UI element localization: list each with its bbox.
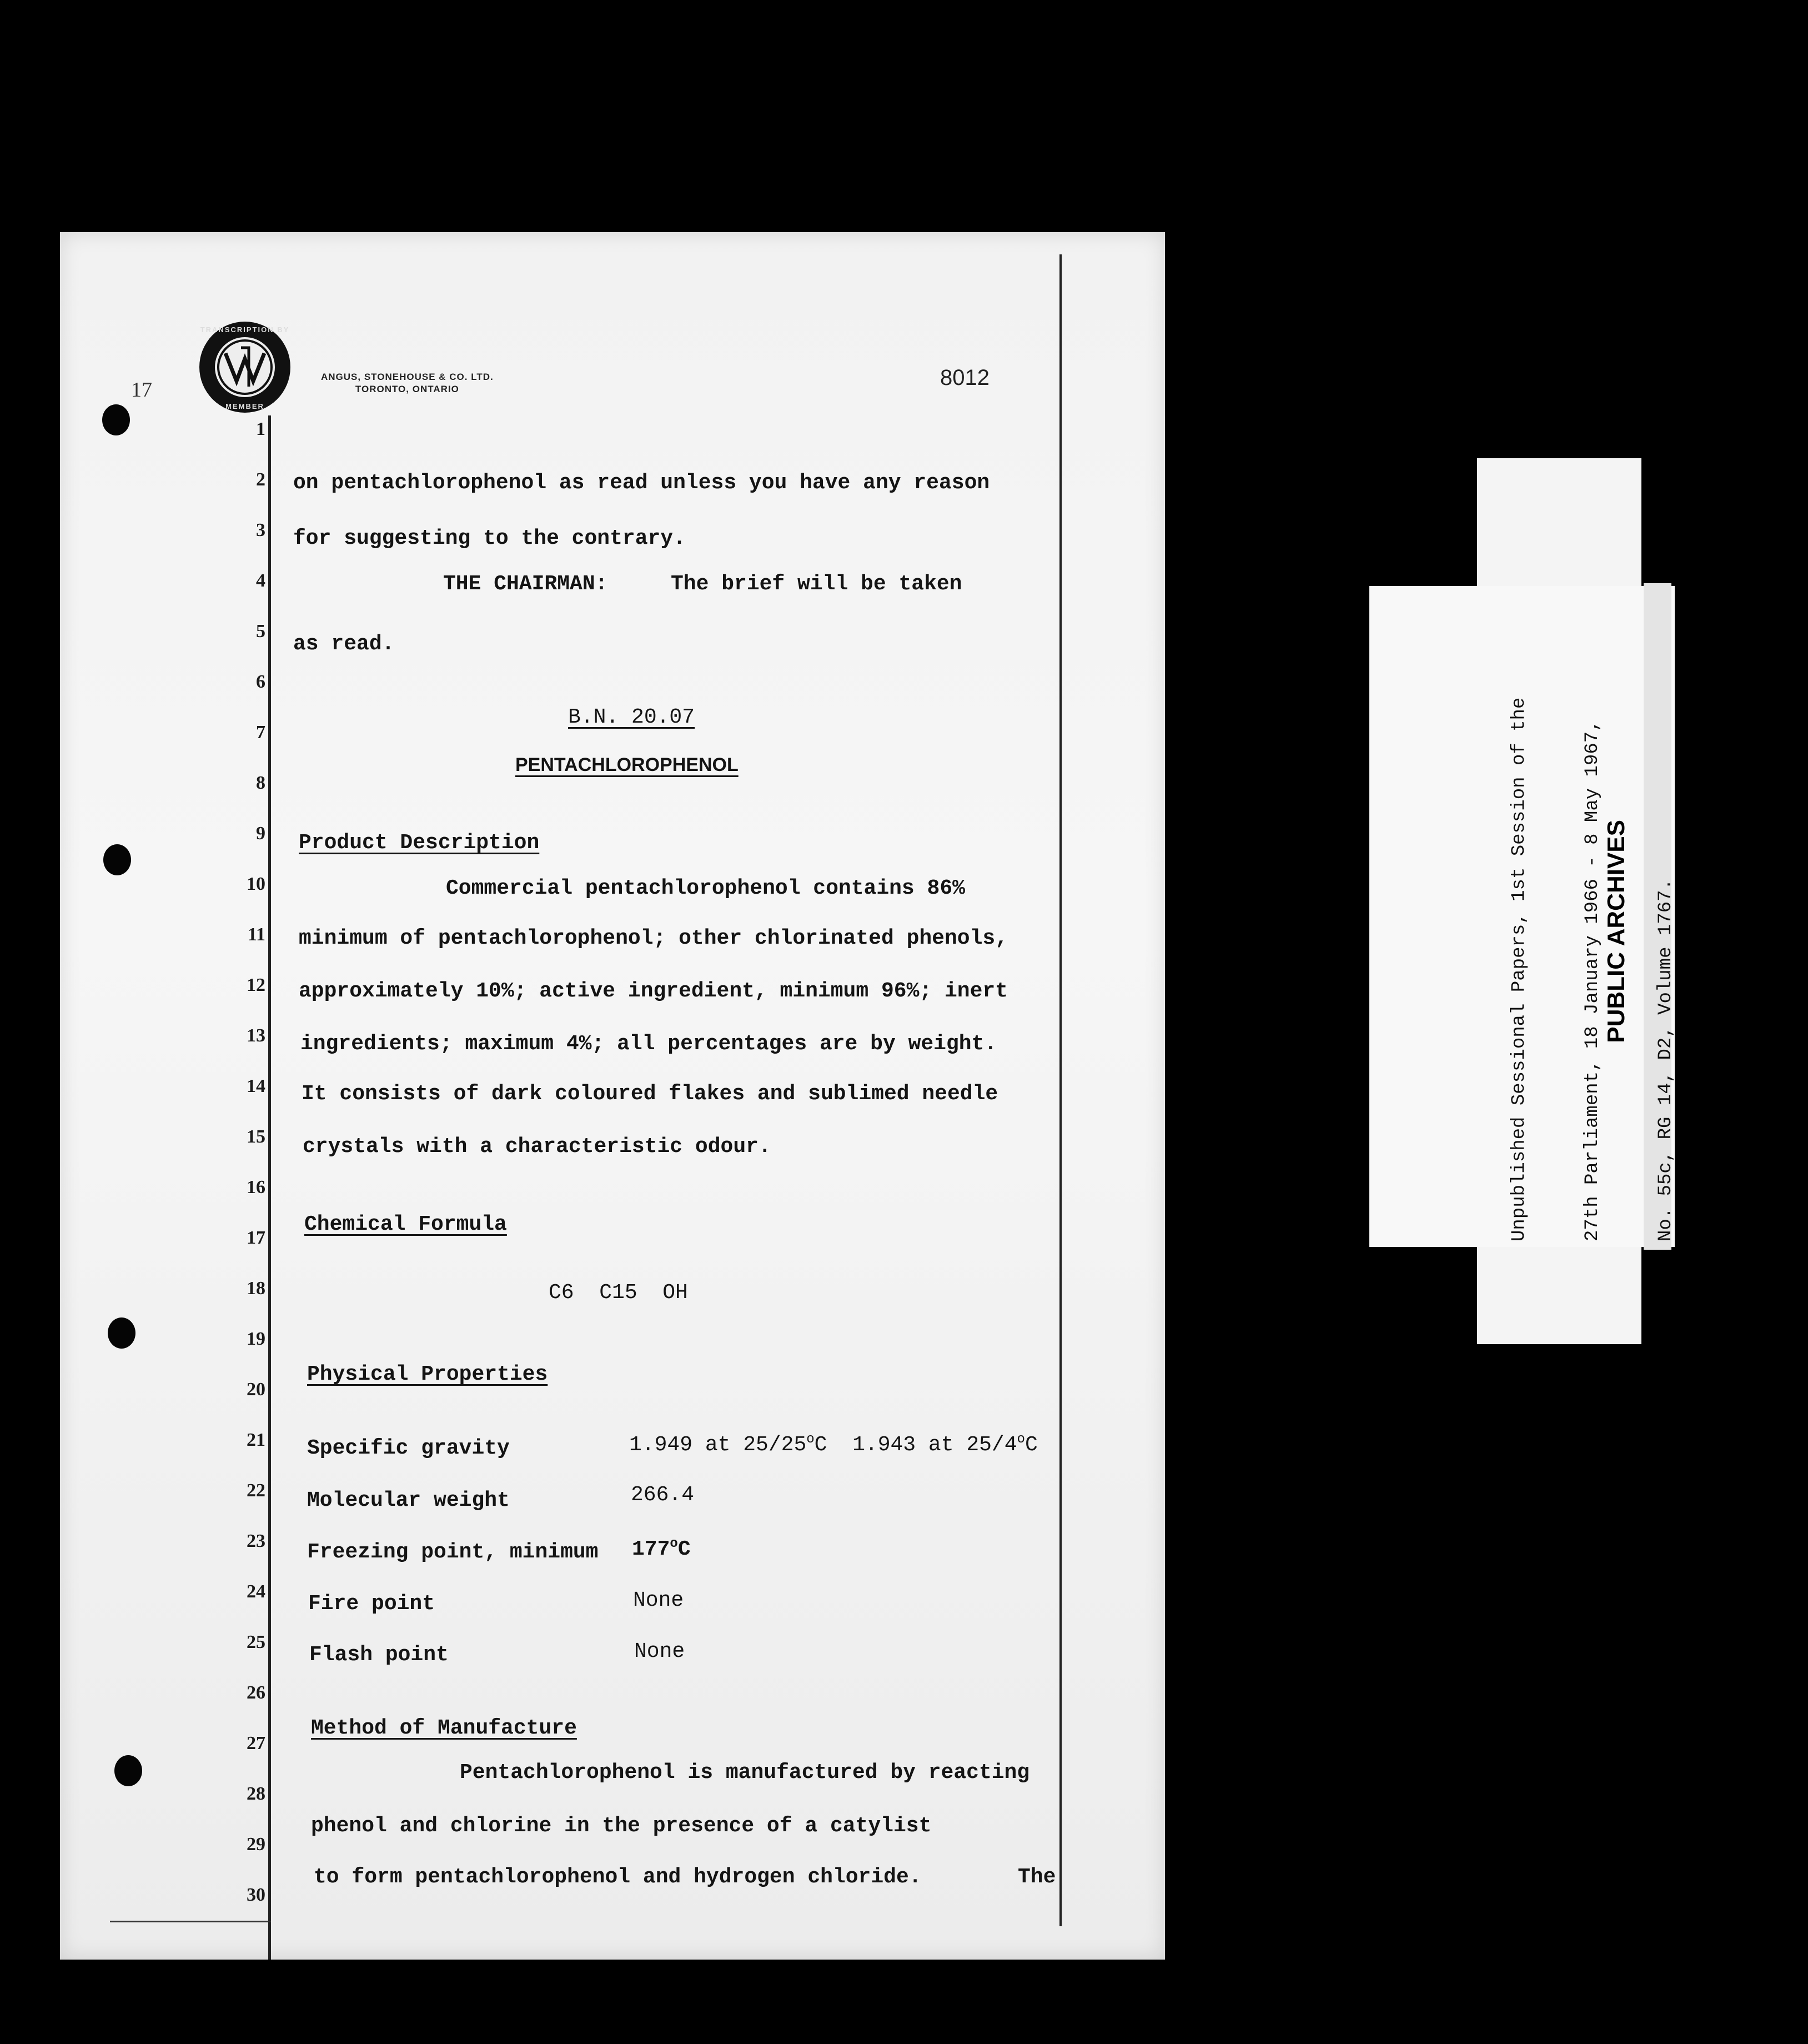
line-number: 18: [247, 1278, 265, 1299]
product-description-heading: Product Description: [299, 831, 540, 855]
property-name: Specific gravity: [307, 1436, 510, 1460]
punch-hole: [114, 1755, 142, 1786]
document-page: [60, 232, 1165, 1960]
text-line-end: The: [1018, 1865, 1056, 1889]
property-value: [629, 1432, 1038, 1457]
text-line: ingredients; maximum 4%; all percentages are by weight.: [300, 1032, 997, 1056]
archive-stamp-line: PUBLIC ARCHIVES: [1603, 819, 1630, 1043]
bn-reference: B.N. 20.07: [568, 705, 695, 729]
line-number: 26: [247, 1682, 265, 1703]
text-line: Commercial pentachlorophenol contains 86%: [446, 876, 965, 900]
archive-label-text: [1369, 586, 1790, 1247]
text-line: It consists of dark coloured flakes and sublimed needle: [302, 1082, 998, 1106]
text-line: for suggesting to the contrary.: [293, 527, 686, 550]
line-number: 12: [247, 975, 265, 995]
specific-gravity-value-a: 1.949 at 25/25: [629, 1433, 807, 1457]
property-name: Flash point: [309, 1643, 449, 1667]
property-name: Molecular weight: [307, 1489, 510, 1512]
archive-stamp-line: CANADA: [1762, 878, 1790, 985]
svg-text:MEMBER: MEMBER: [225, 402, 264, 410]
line-number: 22: [247, 1480, 265, 1501]
property-value: None: [633, 1589, 684, 1612]
archive-description-line: 27th Parliament, 18 January 1966 - 8 May 1967,: [1582, 720, 1603, 1241]
line-number: 21: [247, 1430, 265, 1450]
freezing-point-unit: C: [677, 1537, 691, 1561]
property-value: [632, 1536, 691, 1561]
text-line: Pentachlorophenol is manufactured by reacting: [460, 1761, 1030, 1785]
line-number: 23: [247, 1531, 265, 1551]
archive-description-line: Unpublished Sessional Papers, 1st Session of the: [1509, 697, 1530, 1241]
svg-text:TRANSCRIPTION BY: TRANSCRIPTION BY: [200, 325, 290, 334]
punch-hole: [108, 1317, 135, 1349]
degree-mark: o: [670, 1536, 678, 1551]
physical-properties-heading: Physical Properties: [307, 1362, 548, 1386]
text-line: phenol and chlorine in the presence of a catylist: [311, 1814, 932, 1838]
freezing-point-value: 177: [632, 1537, 670, 1561]
line-number: 13: [247, 1025, 265, 1046]
line-number: 1: [256, 419, 265, 439]
punch-hole: [103, 844, 131, 875]
text-line: on pentachlorophenol as read unless you have any reason: [293, 471, 990, 495]
archive-description-line: No. 55c, RG 14, D2, Volume 1767.: [1655, 879, 1676, 1241]
line-number: 30: [247, 1885, 265, 1905]
line-number: 2: [256, 469, 265, 490]
text-line: as read.: [293, 632, 395, 656]
text-line: to form pentachlorophenol and hydrogen chloride.: [314, 1865, 922, 1889]
line-number: 8: [256, 773, 265, 793]
transcription-seal-logo: [198, 320, 292, 414]
company-city: TORONTO, ONTARIO: [355, 384, 459, 394]
method-of-manufacture-heading: Method of Manufacture: [311, 1716, 577, 1740]
left-page-number: 17: [131, 378, 152, 402]
line-number: 11: [247, 924, 265, 945]
company-header: [321, 371, 494, 395]
text-line: The brief will be taken: [671, 572, 962, 596]
property-name: Freezing point, minimum: [307, 1540, 599, 1564]
line-number: 7: [256, 722, 265, 743]
property-value: 266.4: [631, 1483, 695, 1507]
page-number: 8012: [940, 365, 990, 390]
right-margin-rule: [1059, 254, 1062, 1926]
company-name: ANGUS, STONEHOUSE & CO. LTD.: [321, 372, 494, 382]
line-number: 10: [247, 874, 265, 894]
line-number: 29: [247, 1834, 265, 1855]
specific-gravity-value-b: C 1.943 at 25/4: [814, 1433, 1017, 1457]
chemical-formula-heading: Chemical Formula: [304, 1213, 507, 1236]
archive-stamp: [1550, 794, 1808, 1069]
degree-mark: o: [1017, 1432, 1025, 1447]
text-line: crystals with a characteristic odour.: [303, 1135, 771, 1159]
property-name: Fire point: [308, 1592, 435, 1616]
property-value: None: [634, 1640, 685, 1664]
line-number: 24: [247, 1581, 265, 1602]
punch-hole: [102, 404, 130, 435]
degree-mark: o: [806, 1432, 815, 1447]
line-number: 5: [256, 621, 265, 642]
line-number: 15: [247, 1126, 265, 1147]
document-title: PENTACHLOROPHENOL: [515, 754, 739, 775]
line-number: 16: [247, 1177, 265, 1198]
line-number: 17: [247, 1228, 265, 1248]
line-number-column: [221, 419, 265, 1954]
speaker-label: THE CHAIRMAN:: [443, 572, 608, 596]
line-number: 19: [247, 1329, 265, 1349]
left-margin-rule: [268, 415, 271, 1960]
line-number: 3: [256, 520, 265, 540]
archive-stamp-line: ARCHIVES PUBLIQUES: [1683, 793, 1710, 1069]
line-number: 4: [256, 570, 265, 591]
text-line: approximately 10%; active ingredient, minimum 96%; inert: [299, 979, 1008, 1003]
chemical-formula: C6 C15 OH: [549, 1281, 688, 1305]
line-number: 20: [247, 1379, 265, 1400]
line-number: 6: [256, 672, 265, 692]
line-number: 27: [247, 1733, 265, 1754]
specific-gravity-unit: C: [1024, 1433, 1038, 1457]
line-number: 25: [247, 1632, 265, 1652]
line-number: 28: [247, 1784, 265, 1804]
line-number: 9: [256, 823, 265, 844]
text-line: minimum of pentachlorophenol; other chlorinated phenols,: [299, 926, 1008, 950]
line-number: 14: [247, 1076, 265, 1096]
